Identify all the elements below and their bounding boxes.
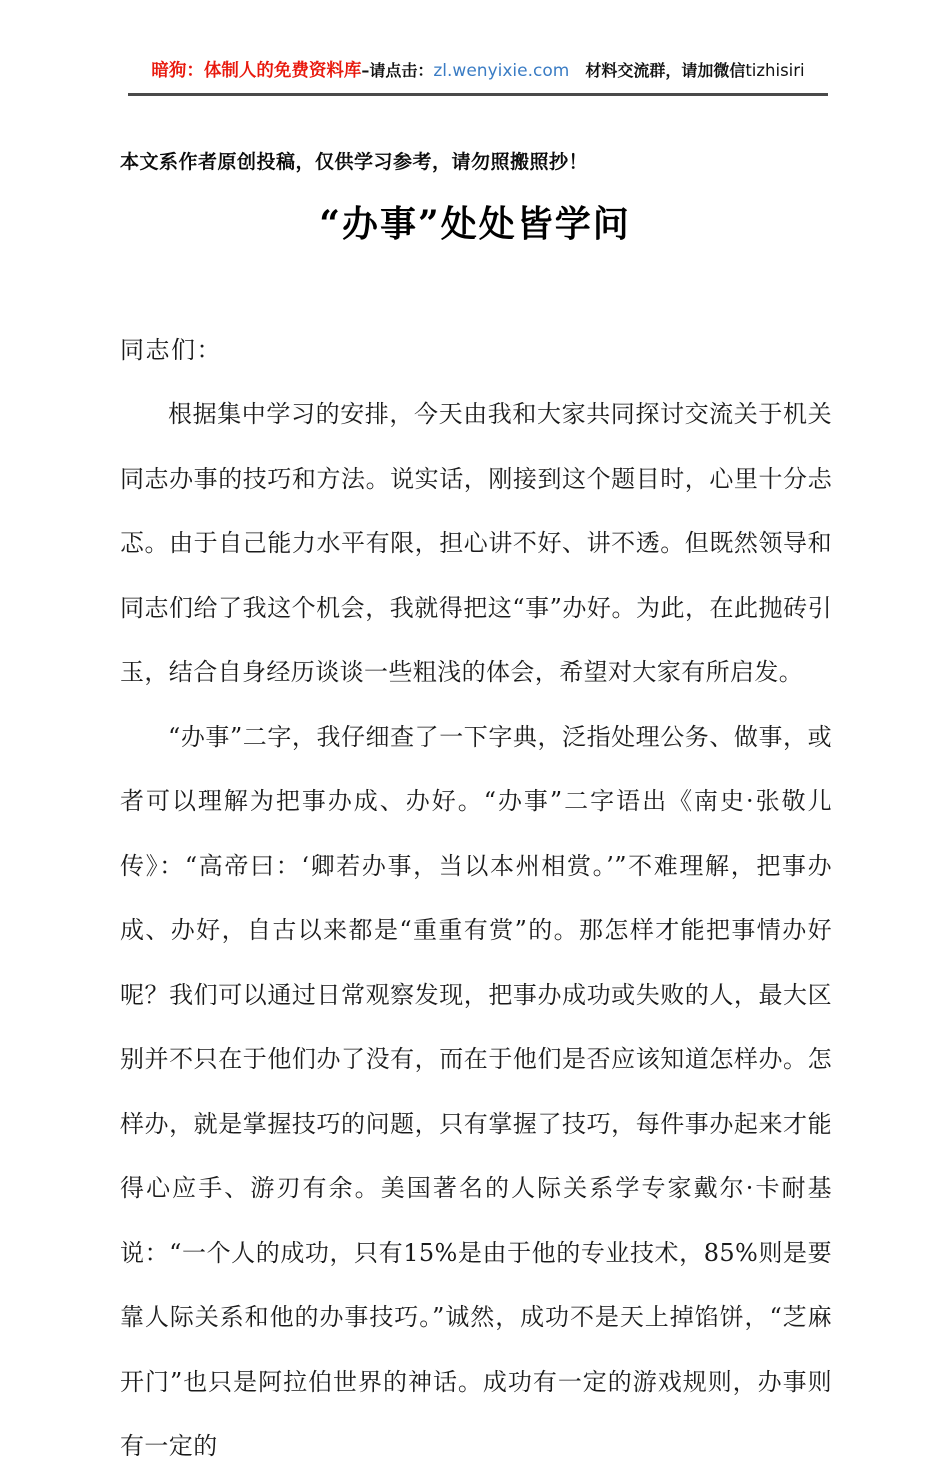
body-paragraph: 根据集中学习的安排，今天由我和大家共同探讨交流关于机关同志办事的技巧和方法。说实话，刚接到这个题目时，心里十分忐忑。由于自己能力水平有限，担心讲不好、讲不透。但既然领导和同志们给了我这个机会，我就得把这“事”办好。为此，在此抛砖引玉，结合自身经历谈谈一些粗浅的体会，希望对大家有所启发。 [120,400,832,686]
header-divider-rule [128,93,828,96]
promo-click-label: –请点击： [361,61,434,80]
promo-brand-text: 暗狗：体制人的免费资料库 [151,61,362,81]
document-body [120,318,832,1479]
disclaimer-notice: 本文系作者原创投稿，仅供学习参考，请勿照搬照抄！ [120,151,589,173]
promo-header-banner [128,58,828,84]
promo-contact-label: 材料交流群，请加微信 [585,61,746,80]
salutation: 同志们： [120,336,222,364]
promo-link[interactable]: zl.wenyixie.com [433,61,570,81]
page-title: “办事”处处皆学问 [319,203,631,245]
body-paragraph: “办事”二字，我仔细查了一下字典，泛指处理公务、做事，或者可以理解为把事办成、办好。“办事”二字语出《南史·张敬儿传》：“高帝曰：‘卿若办事，当以本州相赏。’”不难理解，把事办成、办好，自古以来都是“重重有赏”的。那怎样才能把事情办好呢？我们可以通过日常观察发现，把事办成功或失败的人，最大区别并不只在于他们办了没有，而在于他们是否应该知道怎样办。怎样办，就是掌握技巧的问题，只有掌握了技巧，每件事办起来才能得心应手、游刃有余。美国著名的人际关系学专家戴尔·卡耐基说：“一个人的成功，只有15%是由于他的专业技术，85%则是要靠人际关系和他的办事技巧。”诚然，成功不是天上掉馅饼，“芝麻开门”也只是阿拉伯世界的神话。成功有一定的游戏规则，办事则有一定的 [120,722,832,1460]
promo-wechat-handle: tizhisiri [745,61,805,80]
